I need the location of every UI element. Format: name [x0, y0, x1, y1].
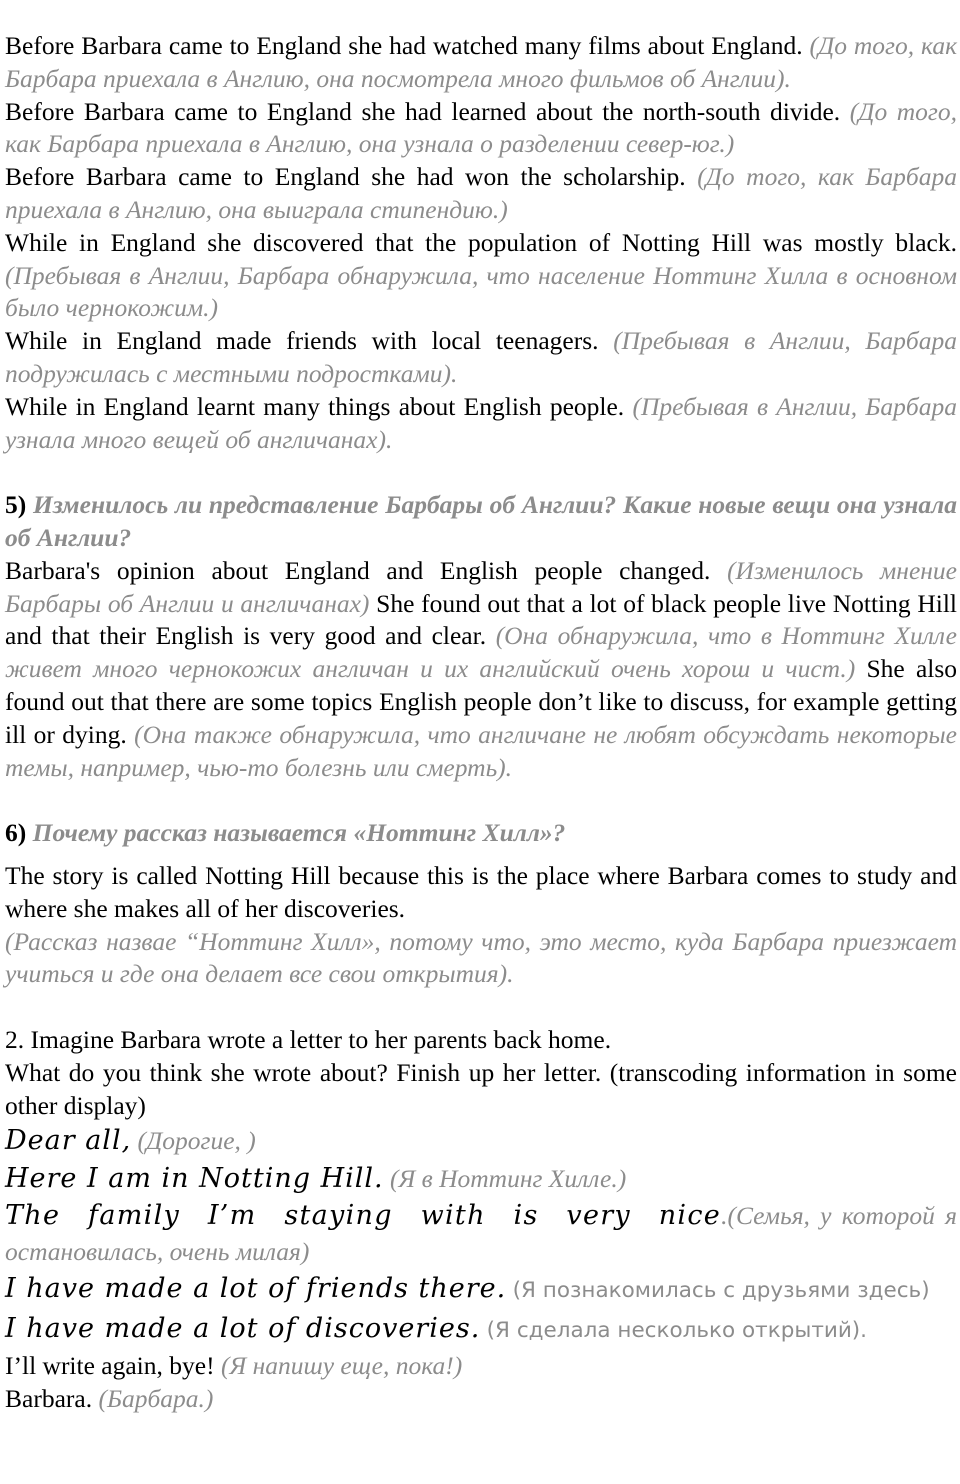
task-2-line — [5, 1024, 957, 1057]
question-6-answer — [5, 860, 957, 926]
letter-signature — [5, 1383, 957, 1416]
letter-line — [5, 1350, 957, 1383]
russian-translation: (Я напишу еще, пока!) — [220, 1351, 463, 1381]
english-sentence: While in England she discovered that the population of Notting Hill was mostly black. — [5, 227, 957, 257]
document-page — [5, 30, 957, 1416]
letter-line — [5, 1310, 957, 1350]
question-text: Изменилось ли представление Барбары об Англии? Какие новые вещи она узнала об Англии? — [5, 490, 957, 552]
russian-translation: .(Семья, у которой я остановилась, очень милая) — [5, 1201, 957, 1267]
english-sentence: Barbara's opinion about England and English people changed. — [5, 555, 711, 585]
russian-translation: (Рассказ назвае “Ноттинг Хилл», потому что, это место, куда Барбара приезжает учиться и где она делает все свои открытия). — [5, 926, 957, 989]
english-sentence: Before Barbara came to England she had won the scholarship. — [5, 162, 686, 192]
answer-paragraph — [5, 391, 957, 457]
letter-line — [5, 1160, 957, 1198]
russian-translation: (До того, как Барбара приехала в Англию, она узнала о разделении север-юг.) — [5, 96, 957, 159]
answer-paragraph — [5, 227, 957, 325]
russian-translation: (Она также обнаружила, что англичане не любят обсуждать некоторые темы, например, чью-то болезнь или смерть). — [5, 719, 957, 782]
spacer — [5, 784, 957, 817]
russian-translation: (Пребывая в Англии, Барбара узнала много вещей об англичанах). — [5, 391, 957, 454]
letter-text: The family I’m staying with is very nice — [5, 1200, 722, 1232]
answer-paragraph — [5, 30, 957, 96]
question-5-answer — [5, 555, 957, 785]
question-number: 5) — [5, 490, 27, 520]
english-sentence: She found out that a lot of black people live Notting Hill and that their English is very good and clear. — [5, 588, 958, 651]
russian-translation: (Пребывая в Англии, Барбара обнаружила, что население Ноттинг Хилла в основном было чернокожим.) — [5, 260, 957, 323]
question-6-heading — [5, 817, 957, 850]
spacer — [5, 850, 957, 860]
task-2-instruction — [5, 1057, 957, 1123]
russian-translation: (Она обнаружила, что в Ноттинг Хилле живет много чернокожих англичан и их английский очень хорош и чист.) — [5, 621, 957, 684]
english-sentence: The story is called Notting Hill because this is the place where Barbara comes to study and where she makes all of her discoveries. — [5, 860, 957, 923]
task-text: What do you think she wrote about? Finish up her letter. (transcoding information in some other display) — [5, 1057, 957, 1120]
russian-translation: (Я познакомилась с друзьями здесь) — [512, 1278, 930, 1304]
letter-text: I have made a lot of discoveries. — [5, 1313, 481, 1345]
russian-translation: (Изменилось мнение Барбары об Англии и англичанах) — [5, 555, 957, 618]
question-number: 6) — [5, 818, 27, 848]
english-sentence: While in England made friends with local teenagers. — [5, 326, 599, 356]
spacer — [5, 991, 957, 1024]
letter-text: Barbara. — [5, 1384, 93, 1414]
spacer — [5, 456, 957, 489]
answer-paragraph — [5, 325, 957, 391]
russian-translation: (До того, как Барбара приехала в Англию, она посмотрела много фильмов об Англии). — [5, 31, 958, 93]
answer-paragraph — [5, 161, 957, 227]
russian-translation: (Я в Ноттинг Хилле.) — [390, 1164, 627, 1194]
question-5-heading — [5, 489, 957, 555]
english-sentence: While in England learnt many things about English people. — [5, 391, 625, 421]
letter-text: I’ll write again, bye! — [5, 1351, 215, 1381]
russian-translation: (До того, как Барбара приехала в Англию, она выиграла стипендию.) — [5, 162, 958, 224]
letter-line — [5, 1198, 957, 1270]
letter-line — [5, 1270, 957, 1310]
letter-text: Dear all, — [5, 1125, 132, 1157]
english-sentence: Before Barbara came to England she had learned about the north-south divide. — [5, 96, 841, 126]
russian-translation: (Пребывая в Англии, Барбара подружилась с местными подростками). — [5, 326, 957, 388]
english-sentence: She also found out that there are some topics English people don’t like to discuss, for example getting ill or dying. — [5, 654, 958, 749]
russian-translation: (Я сделала несколько открытий). — [486, 1318, 868, 1344]
question-text: Почему рассказ называется «Ноттинг Хилл»? — [32, 818, 566, 848]
letter-text: I have made a lot of friends there. — [5, 1273, 507, 1305]
letter-text: Here I am in Notting Hill. — [5, 1163, 384, 1195]
letter-line — [5, 1122, 957, 1160]
question-6-translation — [5, 926, 957, 992]
task-text: 2. Imagine Barbara wrote a letter to her parents back home. — [5, 1024, 612, 1054]
english-sentence: Before Barbara came to England she had watched many films about England. — [5, 31, 803, 60]
russian-translation: (Дорогие, ) — [137, 1126, 256, 1156]
answer-paragraph — [5, 96, 957, 162]
russian-translation: (Барбара.) — [98, 1384, 214, 1414]
